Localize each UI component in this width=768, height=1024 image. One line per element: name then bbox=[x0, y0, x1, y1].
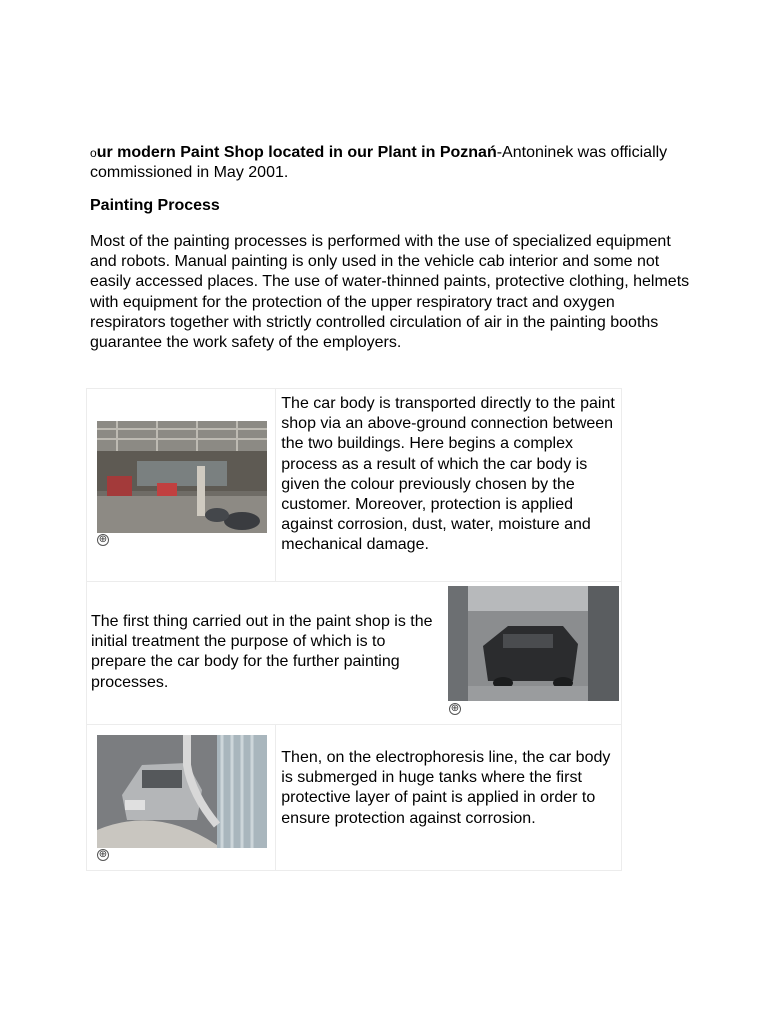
table-row bbox=[87, 582, 622, 725]
content-table bbox=[86, 388, 622, 871]
electrophoresis-line-photo bbox=[97, 735, 267, 848]
zoom-icon[interactable]: ⊕ bbox=[98, 534, 108, 545]
image-cell bbox=[87, 389, 276, 582]
car-body-treatment-photo bbox=[448, 586, 619, 701]
text-cell bbox=[276, 389, 622, 582]
intro-rest-text: -Antoninek was officially commissioned in May 2001. bbox=[90, 144, 668, 181]
table-row bbox=[87, 725, 622, 871]
zoom-icon[interactable]: ⊕ bbox=[98, 849, 108, 860]
row-3-text: Then, on the electrophoresis line, the car body is submerged in huge tanks where the first protective layer of paint is applied in order to ensure protection against corrosion. bbox=[281, 749, 611, 827]
table-row bbox=[87, 389, 622, 582]
text-cell bbox=[276, 725, 622, 871]
intro-bold-text: ur modern Paint Shop located in our Plant in Poznań bbox=[96, 144, 497, 161]
intro-lead-letter: o bbox=[90, 146, 97, 160]
split-cell bbox=[87, 582, 622, 725]
section-heading: Painting Process bbox=[90, 197, 220, 214]
image-cell bbox=[87, 725, 276, 871]
intro-paragraph bbox=[90, 143, 690, 183]
zoom-icon[interactable]: ⊕ bbox=[450, 703, 460, 714]
row-1-text: The car body is transported directly to the paint shop via an above-ground connection between the two buildings. Here begins a complex process as a result of which the car body is given the colour previously chosen by the customer. Moreover, protection is applied against corrosion, dust, water, moisture and mechanical damage. bbox=[281, 395, 615, 554]
paint-shop-hall-photo bbox=[97, 421, 267, 533]
intro-body-paragraph: Most of the painting processes is performed with the use of specialized equipment and robots. Manual painting is only used in the vehicle cab interior and some not easily accessed places. The use of water-thinned paints, protective clothing, helmets with equipment for the protection of the upper respiratory tract and oxygen respirators together with strictly controlled circulation of air in the painting booths guarantee the work safety of the employers. bbox=[90, 233, 690, 352]
row-2-text: The first thing carried out in the paint shop is the initial treatment the purpose of which is to prepare the car body for the further painting processes. bbox=[91, 613, 433, 691]
